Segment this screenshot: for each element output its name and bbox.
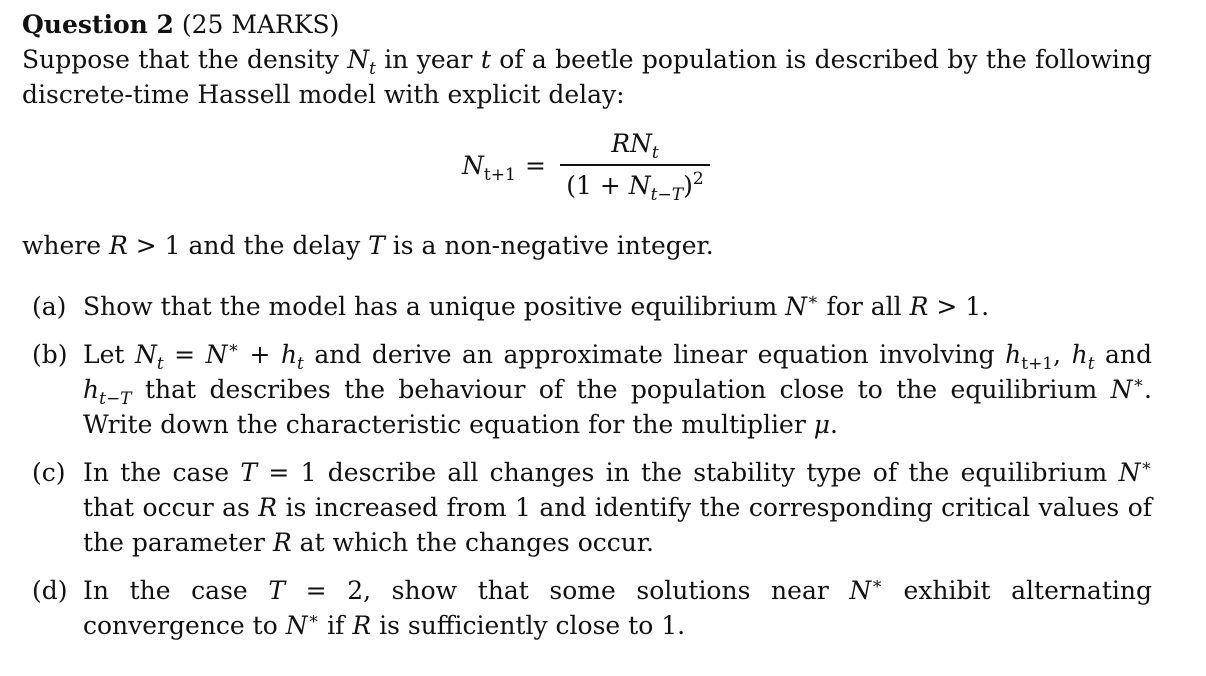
sup-2: 2: [692, 168, 704, 189]
var-N: N: [205, 340, 228, 369]
part-text: Show that the model has a unique positive equilibrium: [83, 292, 786, 321]
part-text: that describes the behaviour of the population close to the equilibrium: [131, 375, 1111, 404]
part-d: [22, 573, 1152, 643]
part-text: In the case: [83, 576, 269, 605]
part-label: (b): [32, 340, 68, 369]
sup-star: ∗: [307, 609, 320, 629]
sub-t: t: [651, 143, 659, 163]
sub-t: t: [156, 354, 164, 374]
var-N: N: [849, 576, 872, 605]
part-text: = 1 describe all changes in the stability type of the equilibrium: [257, 458, 1119, 487]
var-mu: μ: [813, 410, 830, 439]
var-R: R: [909, 292, 929, 321]
var-R: R: [109, 231, 128, 260]
fraction: [560, 126, 710, 204]
equals-sign: =: [525, 151, 546, 180]
hassell-equation: [22, 126, 1152, 214]
sub-t: t: [1087, 354, 1095, 374]
var-N: N: [285, 611, 308, 640]
part-text: exhibit alternating convergence to: [83, 576, 1152, 640]
where-clause: [22, 228, 1152, 263]
equation-lhs: [462, 148, 516, 183]
part-label: (d): [32, 576, 68, 605]
var-R: R: [352, 611, 372, 640]
part-text: ,: [1053, 340, 1072, 369]
sub-t: t: [297, 354, 304, 374]
sub-t-minus-T: t−T: [99, 389, 132, 409]
fraction-numerator: [560, 126, 710, 162]
sup-star: ∗: [1140, 456, 1152, 476]
part-text: is sufficiently close to 1.: [371, 611, 686, 640]
var-h: h: [1005, 340, 1022, 369]
intro-text: in year: [375, 45, 481, 74]
intro-text: of a beetle population is described by the following discrete-time Hassell model with explicit delay:: [22, 45, 1152, 109]
var-T: T: [368, 231, 385, 260]
part-text: In the case: [83, 458, 241, 487]
var-R: R: [258, 493, 278, 522]
part-text: . Write down the characteristic equation for the multiplier: [83, 375, 1152, 439]
intro-text: Suppose that the density: [22, 45, 348, 74]
where-text: where: [22, 231, 109, 260]
part-text: that occur as: [83, 493, 259, 522]
where-text: is a non-negative integer.: [384, 231, 714, 260]
question-page: [22, 8, 1152, 656]
part-text: > 1.: [928, 292, 990, 321]
question-parts: [22, 289, 1152, 643]
sub-t-plus-1: t+1: [1021, 354, 1054, 374]
part-text: =: [163, 340, 206, 369]
sub-t-minus-T: t−T: [650, 184, 684, 205]
question-marks: (25 MARKS): [181, 10, 340, 39]
part-text: is increased from 1 and identify the corresponding critical values of the parameter: [83, 493, 1152, 557]
den-open: (1 +: [566, 170, 629, 200]
part-text: if: [319, 611, 353, 640]
var-N: N: [462, 151, 484, 180]
part-text: at which the changes occur.: [291, 528, 655, 557]
question-title: [22, 8, 1152, 42]
var-N: N: [785, 292, 807, 321]
var-N: N: [628, 170, 651, 200]
question-number: Question 2: [22, 10, 174, 39]
var-h: h: [83, 375, 100, 404]
var-h: h: [280, 340, 298, 369]
where-text: > 1 and the delay: [127, 231, 369, 260]
question-intro: [22, 42, 1152, 112]
sup-star: ∗: [227, 338, 240, 358]
part-text: and derive an approximate linear equation involving: [303, 340, 1006, 369]
part-text: = 2, show that some solutions near: [285, 576, 850, 605]
part-a: [22, 289, 1152, 324]
var-N: N: [134, 340, 157, 369]
fraction-bar: [560, 164, 710, 166]
den-close: ): [683, 170, 693, 200]
part-b: [22, 337, 1152, 442]
part-label: (a): [32, 292, 67, 321]
var-h: h: [1071, 340, 1088, 369]
sub-t: t: [369, 59, 376, 79]
part-text: Let: [83, 340, 135, 369]
var-t: t: [480, 45, 491, 74]
fraction-denominator: [560, 168, 710, 204]
var-T: T: [268, 576, 286, 605]
part-text: .: [830, 410, 838, 439]
part-text: +: [239, 340, 281, 369]
sup-star: ∗: [807, 290, 819, 310]
part-text: for all: [818, 292, 910, 321]
var-N: N: [1110, 375, 1133, 404]
var-N: N: [1118, 458, 1141, 487]
sub-t-plus-1: t+1: [483, 165, 516, 185]
var-R: R: [272, 528, 292, 557]
var-T: T: [240, 458, 258, 487]
sup-star: ∗: [871, 574, 883, 594]
var-N: N: [347, 45, 370, 74]
part-c: [22, 455, 1152, 560]
part-label: (c): [32, 458, 66, 487]
var-RN: RN: [611, 129, 652, 158]
sup-star: ∗: [1132, 373, 1145, 393]
part-text: and: [1094, 340, 1153, 369]
